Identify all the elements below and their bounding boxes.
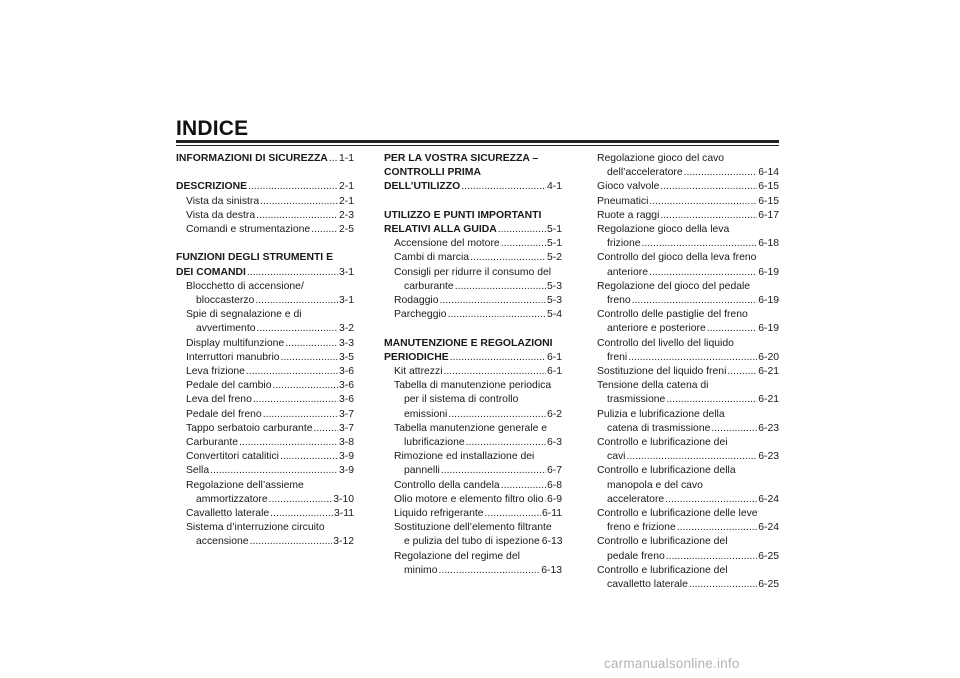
toc-entry-text: cavalletto laterale bbox=[607, 579, 688, 591]
toc-entry[interactable] bbox=[597, 365, 779, 379]
toc-entry-text: manopola e del cavo bbox=[607, 479, 703, 491]
toc-entry[interactable] bbox=[176, 521, 354, 549]
dot-leader bbox=[210, 464, 338, 478]
toc-entry[interactable] bbox=[597, 337, 779, 365]
toc-entry[interactable] bbox=[597, 195, 779, 209]
toc-column-1 bbox=[176, 152, 354, 550]
toc-page-number: 3-6 bbox=[338, 380, 354, 392]
toc-page-number: 6-1 bbox=[546, 351, 562, 363]
toc-page-number: 6-24 bbox=[758, 522, 779, 534]
toc-entry-text: DESCRIZIONE bbox=[176, 181, 248, 193]
toc-entry-text: cavi bbox=[607, 451, 626, 463]
toc-entry-text: Leva frizione bbox=[186, 366, 245, 378]
toc-page-number: 6-2 bbox=[546, 408, 562, 420]
toc-page-number: 6-23 bbox=[758, 422, 779, 434]
toc-entry-text: emissioni bbox=[404, 408, 448, 420]
toc-page-number: 6-18 bbox=[758, 238, 779, 250]
toc-page-number: 4-1 bbox=[546, 181, 562, 193]
toc-page-number: 6-24 bbox=[758, 493, 779, 505]
toc-page-number: 6-25 bbox=[758, 579, 779, 591]
dot-leader bbox=[485, 507, 541, 521]
toc-entry[interactable] bbox=[597, 408, 779, 436]
toc-page-number: 5-3 bbox=[546, 280, 562, 292]
toc-entry-text: Sostituzione dell’elemento filtrante bbox=[394, 522, 552, 534]
dot-leader bbox=[441, 464, 546, 478]
toc-entry[interactable] bbox=[597, 251, 779, 279]
dot-leader bbox=[666, 393, 757, 407]
toc-entry[interactable] bbox=[176, 450, 354, 464]
dot-leader bbox=[632, 294, 758, 308]
toc-entry-text: Liquido refrigerante bbox=[394, 508, 484, 520]
toc-entry[interactable] bbox=[384, 294, 562, 308]
dot-leader bbox=[461, 180, 546, 194]
toc-entry-text: acceleratore bbox=[607, 493, 665, 505]
toc-entry[interactable] bbox=[176, 365, 354, 379]
toc-page-number: 5-1 bbox=[546, 238, 562, 250]
toc-entry-text: Controllo e lubrificazione del bbox=[597, 564, 728, 576]
toc-entry-text: Pulizia e lubrificazione della bbox=[597, 408, 725, 420]
toc-entry[interactable] bbox=[384, 450, 562, 478]
section-gap bbox=[176, 166, 354, 180]
toc-entry[interactable] bbox=[384, 379, 562, 422]
toc-entry-text: Rodaggio bbox=[394, 295, 439, 307]
dot-leader bbox=[666, 550, 757, 564]
toc-entry-text: catena di trasmissione bbox=[607, 422, 711, 434]
toc-entry-text: Pedale del cambio bbox=[186, 380, 272, 392]
toc-page-number: 5-2 bbox=[546, 252, 562, 264]
toc-page-number: 3-6 bbox=[338, 394, 354, 406]
toc-entry-text: Controllo delle pastiglie del freno bbox=[597, 309, 748, 321]
toc-page-number: 6-15 bbox=[758, 181, 779, 193]
toc-page-number: 6-9 bbox=[546, 493, 562, 505]
dot-leader bbox=[270, 507, 333, 521]
toc-entry[interactable] bbox=[176, 379, 354, 393]
toc-entry-text: FUNZIONI DEGLI STRUMENTI E bbox=[176, 252, 334, 264]
toc-entry-text: Regolazione gioco del cavo bbox=[597, 153, 725, 164]
toc-entry-text: Convertitori catalitici bbox=[186, 451, 279, 463]
toc-entry-text: Rimozione ed installazione dei bbox=[394, 451, 535, 463]
toc-page-number: 3-5 bbox=[338, 351, 354, 363]
dot-leader bbox=[466, 436, 546, 450]
toc-section-entry[interactable] bbox=[176, 152, 354, 166]
toc-page-number: 6-21 bbox=[758, 366, 779, 378]
dot-leader bbox=[250, 535, 333, 549]
toc-entry[interactable] bbox=[176, 393, 354, 407]
toc-page-number: 6-11 bbox=[541, 508, 562, 520]
dot-leader bbox=[269, 493, 333, 507]
toc-entry-text: Cambi di marcia bbox=[394, 252, 470, 264]
toc-entry-text: Vista da sinistra bbox=[186, 195, 260, 207]
dot-leader bbox=[444, 365, 546, 379]
toc-entry-text: bloccasterzo bbox=[196, 295, 255, 306]
toc-page-number: 6-17 bbox=[758, 209, 779, 221]
toc-entry-text: Controllo e lubrificazione dei bbox=[597, 437, 728, 449]
dot-leader bbox=[501, 237, 546, 251]
dot-leader bbox=[649, 266, 757, 280]
toc-page-number: 5-3 bbox=[546, 295, 562, 307]
dot-leader bbox=[455, 280, 546, 294]
toc-entry[interactable] bbox=[176, 408, 354, 422]
toc-entry-text: carburante bbox=[404, 280, 454, 292]
toc-page-number: 3-8 bbox=[338, 437, 354, 449]
toc-entry-text: Spie di segnalazione e di bbox=[186, 309, 302, 321]
toc-page-number: 3-6 bbox=[338, 366, 354, 378]
toc-entry[interactable] bbox=[384, 308, 562, 322]
toc-entry[interactable] bbox=[176, 337, 354, 351]
toc-entry-text: Ruote a raggi bbox=[597, 209, 660, 221]
dot-leader bbox=[440, 294, 546, 308]
toc-entry[interactable] bbox=[384, 550, 562, 578]
toc-entry-text: accensione bbox=[196, 536, 249, 548]
toc-page-number: 5-4 bbox=[546, 309, 562, 321]
toc-entry-text: Regolazione del regime del bbox=[394, 550, 520, 562]
toc-entry-text: freno e frizione bbox=[607, 522, 676, 534]
dot-leader bbox=[253, 393, 338, 407]
dot-leader bbox=[281, 351, 338, 365]
toc-entry-text: MANUTENZIONE E REGOLAZIONI bbox=[384, 337, 553, 349]
toc-page-number: 3-10 bbox=[333, 493, 354, 505]
dot-leader bbox=[626, 450, 757, 464]
toc-entry[interactable] bbox=[176, 351, 354, 365]
dot-leader bbox=[660, 180, 757, 194]
section-gap bbox=[384, 322, 562, 336]
dot-leader bbox=[450, 351, 546, 365]
dot-leader bbox=[263, 408, 338, 422]
toc-page-number: 6-19 bbox=[758, 323, 779, 335]
toc-entry[interactable] bbox=[384, 251, 562, 265]
dot-leader bbox=[260, 195, 338, 209]
toc-entry[interactable] bbox=[597, 223, 779, 251]
toc-entry-text: pannelli bbox=[404, 465, 440, 477]
toc-page-number: 2-1 bbox=[338, 195, 354, 207]
toc-section-entry[interactable] bbox=[176, 251, 354, 279]
toc-entry-text: RELATIVI ALLA GUIDA bbox=[384, 224, 497, 235]
toc-page-number: 6-14 bbox=[758, 167, 779, 179]
watermark: carmanualsonline.info bbox=[604, 656, 740, 671]
toc-entry-text: DEI COMANDI bbox=[176, 266, 246, 278]
toc-entry-text: Tabella manutenzione generale e bbox=[394, 422, 548, 434]
dot-leader bbox=[248, 180, 338, 194]
toc-entry-text: Tensione della catena di bbox=[597, 380, 709, 392]
toc-entry-text: Consigli per ridurre il consumo del bbox=[394, 266, 552, 278]
dot-leader bbox=[329, 152, 338, 166]
dot-leader bbox=[273, 379, 338, 393]
toc-entry-text: minimo bbox=[404, 564, 438, 576]
toc-page-number: 2-5 bbox=[338, 224, 354, 235]
toc-page-number: 1-1 bbox=[338, 153, 354, 164]
toc-entry-text: e pulizia del tubo di ispezione bbox=[404, 536, 540, 548]
dot-leader bbox=[660, 209, 757, 223]
toc-entry-text: ammortizzatore bbox=[196, 493, 268, 505]
toc-entry-text: anteriore e posteriore bbox=[607, 323, 706, 335]
toc-entry-text: Blocchetto di accensione/ bbox=[186, 280, 304, 292]
toc-page-number: 3-7 bbox=[338, 422, 354, 434]
dot-leader bbox=[311, 223, 338, 237]
toc-page-number: 3-12 bbox=[333, 536, 354, 548]
toc-page-number: 6-19 bbox=[758, 266, 779, 278]
toc-page-number: 6-15 bbox=[758, 195, 779, 207]
dot-leader bbox=[665, 493, 757, 507]
toc-page-number: 3-9 bbox=[338, 451, 354, 463]
toc-page-number: 3-11 bbox=[333, 508, 354, 520]
toc-page-number: 6-8 bbox=[546, 479, 562, 491]
dot-leader bbox=[285, 337, 338, 351]
toc-entry-text: Regolazione del gioco del pedale bbox=[597, 280, 751, 292]
toc-section-entry[interactable] bbox=[384, 337, 562, 365]
toc-entry[interactable] bbox=[176, 464, 354, 478]
dot-leader bbox=[684, 166, 758, 180]
dot-leader bbox=[247, 266, 338, 280]
toc-entry-text: Olio motore e elemento filtro olio bbox=[394, 493, 544, 505]
toc-entry[interactable] bbox=[384, 365, 562, 379]
toc-page-number: 3-2 bbox=[338, 323, 354, 335]
dot-leader bbox=[448, 308, 546, 322]
toc-entry-text: DELL’UTILIZZO bbox=[384, 181, 461, 193]
toc-entry[interactable] bbox=[384, 507, 562, 521]
toc-entry-text: freni bbox=[607, 351, 628, 363]
toc-entry-text: Sella bbox=[186, 465, 210, 477]
dot-leader bbox=[677, 521, 757, 535]
dot-leader bbox=[727, 365, 757, 379]
toc-entry-text: INFORMAZIONI DI SICUREZZA bbox=[176, 153, 328, 164]
toc-entry-text: Comandi e strumentazione bbox=[186, 224, 311, 235]
toc-entry-text: per il sistema di controllo bbox=[404, 394, 519, 406]
toc-page-number: 6-7 bbox=[546, 465, 562, 477]
title-rule bbox=[176, 140, 779, 146]
toc-entry-text: Display multifunzione bbox=[186, 337, 285, 349]
toc-entry-text: Regolazione dell’assieme bbox=[186, 479, 304, 491]
toc-entry-text: Sistema d’interruzione circuito bbox=[186, 522, 325, 534]
dot-leader bbox=[470, 251, 546, 265]
toc-entry-text: avvertimento bbox=[196, 323, 256, 335]
toc-entry[interactable] bbox=[597, 209, 779, 223]
dot-leader bbox=[239, 436, 338, 450]
toc-entry-text: Controllo della candela bbox=[394, 479, 500, 491]
toc-entry-text: Vista da destra bbox=[186, 209, 256, 221]
toc-entry-text: Kit attrezzi bbox=[394, 366, 443, 378]
toc-entry-text: Controllo del gioco della leva freno bbox=[597, 252, 757, 264]
toc-entry-text: PERIODICHE bbox=[384, 351, 449, 363]
toc-entry-text: CONTROLLI PRIMA bbox=[384, 167, 481, 179]
toc-entry-text: Leva del freno bbox=[186, 394, 252, 406]
toc-entry-text: trasmissione bbox=[607, 394, 666, 406]
dot-leader bbox=[256, 322, 337, 336]
toc-column-2 bbox=[384, 152, 562, 578]
dot-leader bbox=[689, 578, 757, 592]
toc-entry[interactable] bbox=[597, 464, 779, 507]
toc-entry[interactable] bbox=[176, 223, 354, 237]
dot-leader bbox=[711, 422, 757, 436]
toc-entry[interactable] bbox=[176, 308, 354, 336]
toc-page-number: 6-21 bbox=[758, 394, 779, 406]
toc-entry-text: Pneumatici bbox=[597, 195, 649, 207]
dot-leader bbox=[545, 493, 546, 507]
toc-page-number: 3-7 bbox=[338, 408, 354, 420]
toc-entry-text: Carburante bbox=[186, 437, 238, 449]
dot-leader bbox=[246, 365, 338, 379]
dot-leader bbox=[439, 564, 541, 578]
toc-entry-text: anteriore bbox=[607, 266, 649, 278]
page-title: INDICE bbox=[176, 117, 249, 140]
toc-entry[interactable] bbox=[597, 436, 779, 464]
toc-entry[interactable] bbox=[597, 308, 779, 336]
toc-entry-text: lubrificazione bbox=[404, 437, 465, 449]
toc-column-3 bbox=[597, 152, 779, 592]
section-gap bbox=[384, 195, 562, 209]
toc-entry-text: Controllo e lubrificazione del bbox=[597, 536, 728, 548]
toc-entry-text: Regolazione gioco della leva bbox=[597, 224, 730, 236]
toc-entry[interactable] bbox=[176, 479, 354, 507]
dot-leader bbox=[501, 479, 546, 493]
toc-page-number: 5-1 bbox=[546, 224, 562, 235]
toc-entry[interactable] bbox=[176, 195, 354, 209]
toc-entry[interactable] bbox=[597, 507, 779, 535]
dot-leader bbox=[628, 351, 757, 365]
toc-page-number: 2-3 bbox=[338, 209, 354, 221]
toc-entry-text: dell’acceleratore bbox=[607, 167, 683, 179]
toc-entry-text: Tabella di manutenzione periodica bbox=[394, 380, 552, 392]
toc-entry[interactable] bbox=[176, 209, 354, 223]
toc-entry[interactable] bbox=[384, 493, 562, 507]
toc-entry-text: pedale freno bbox=[607, 550, 665, 562]
dot-leader bbox=[498, 223, 546, 237]
toc-entry-text: Accensione del motore bbox=[394, 238, 500, 250]
toc-entry-text: Parcheggio bbox=[394, 309, 447, 321]
toc-entry[interactable] bbox=[384, 237, 562, 251]
dot-leader bbox=[642, 237, 758, 251]
toc-page-number: 3-9 bbox=[338, 465, 354, 477]
toc-entry-text: frizione bbox=[607, 238, 641, 250]
toc-entry[interactable] bbox=[597, 280, 779, 308]
toc-entry-text: Sostituzione del liquido freni bbox=[597, 366, 727, 378]
dot-leader bbox=[649, 195, 757, 209]
toc-entry[interactable] bbox=[384, 266, 562, 294]
toc-entry[interactable] bbox=[176, 280, 354, 308]
toc-entry-text: Cavalletto laterale bbox=[186, 508, 270, 520]
dot-leader bbox=[314, 422, 338, 436]
dot-leader bbox=[707, 322, 757, 336]
toc-entry[interactable] bbox=[384, 521, 562, 549]
toc-entry-text: Pedale del freno bbox=[186, 408, 262, 420]
toc-page-number: 6-19 bbox=[758, 295, 779, 307]
toc-page-number: 6-3 bbox=[546, 437, 562, 449]
toc-page-number: 6-13 bbox=[541, 564, 562, 576]
toc-page-number: 6-23 bbox=[758, 451, 779, 463]
toc-page-number: 6-1 bbox=[546, 366, 562, 378]
toc-page-number: 3-1 bbox=[338, 295, 354, 306]
toc-entry[interactable] bbox=[597, 180, 779, 194]
toc-page-number: 6-25 bbox=[758, 550, 779, 562]
toc-section-entry[interactable] bbox=[384, 152, 562, 195]
dot-leader bbox=[256, 209, 338, 223]
toc-entry-text: Controllo e lubrificazione della bbox=[597, 465, 736, 477]
toc-entry[interactable] bbox=[597, 564, 779, 592]
toc-section-entry[interactable] bbox=[384, 209, 562, 237]
toc-section-entry[interactable] bbox=[176, 180, 354, 194]
toc-entry-text: freno bbox=[607, 295, 631, 307]
toc-entry-text: UTILIZZO E PUNTI IMPORTANTI bbox=[384, 209, 542, 221]
toc-entry-text: Tappo serbatoio carburante bbox=[186, 422, 313, 434]
dot-leader bbox=[280, 450, 338, 464]
toc-entry[interactable] bbox=[176, 436, 354, 450]
toc-entry[interactable] bbox=[384, 479, 562, 493]
toc-entry-text: Interruttori manubrio bbox=[186, 351, 280, 363]
toc-entry[interactable] bbox=[384, 422, 562, 450]
toc-page-number: 6-20 bbox=[758, 351, 779, 363]
toc-entry[interactable] bbox=[597, 152, 779, 180]
toc-entry-text: Gioco valvole bbox=[597, 181, 660, 193]
toc-entry-text: Controllo e lubrificazione delle leve bbox=[597, 508, 758, 520]
toc-entry[interactable] bbox=[597, 379, 779, 407]
toc-entry-text: Controllo del livello del liquido bbox=[597, 337, 734, 349]
toc-entry[interactable] bbox=[176, 507, 354, 521]
toc-page-number: 3-1 bbox=[338, 266, 354, 278]
dot-leader bbox=[448, 408, 546, 422]
toc-entry[interactable] bbox=[597, 535, 779, 563]
toc-page-number: 3-3 bbox=[338, 337, 354, 349]
toc-page-number: 6-13 bbox=[541, 536, 563, 548]
toc-page-number: 2-1 bbox=[338, 181, 354, 193]
dot-leader bbox=[255, 294, 338, 308]
section-gap bbox=[176, 237, 354, 251]
toc-entry[interactable] bbox=[176, 422, 354, 436]
toc-entry-text: PER LA VOSTRA SICUREZZA – bbox=[384, 153, 539, 164]
